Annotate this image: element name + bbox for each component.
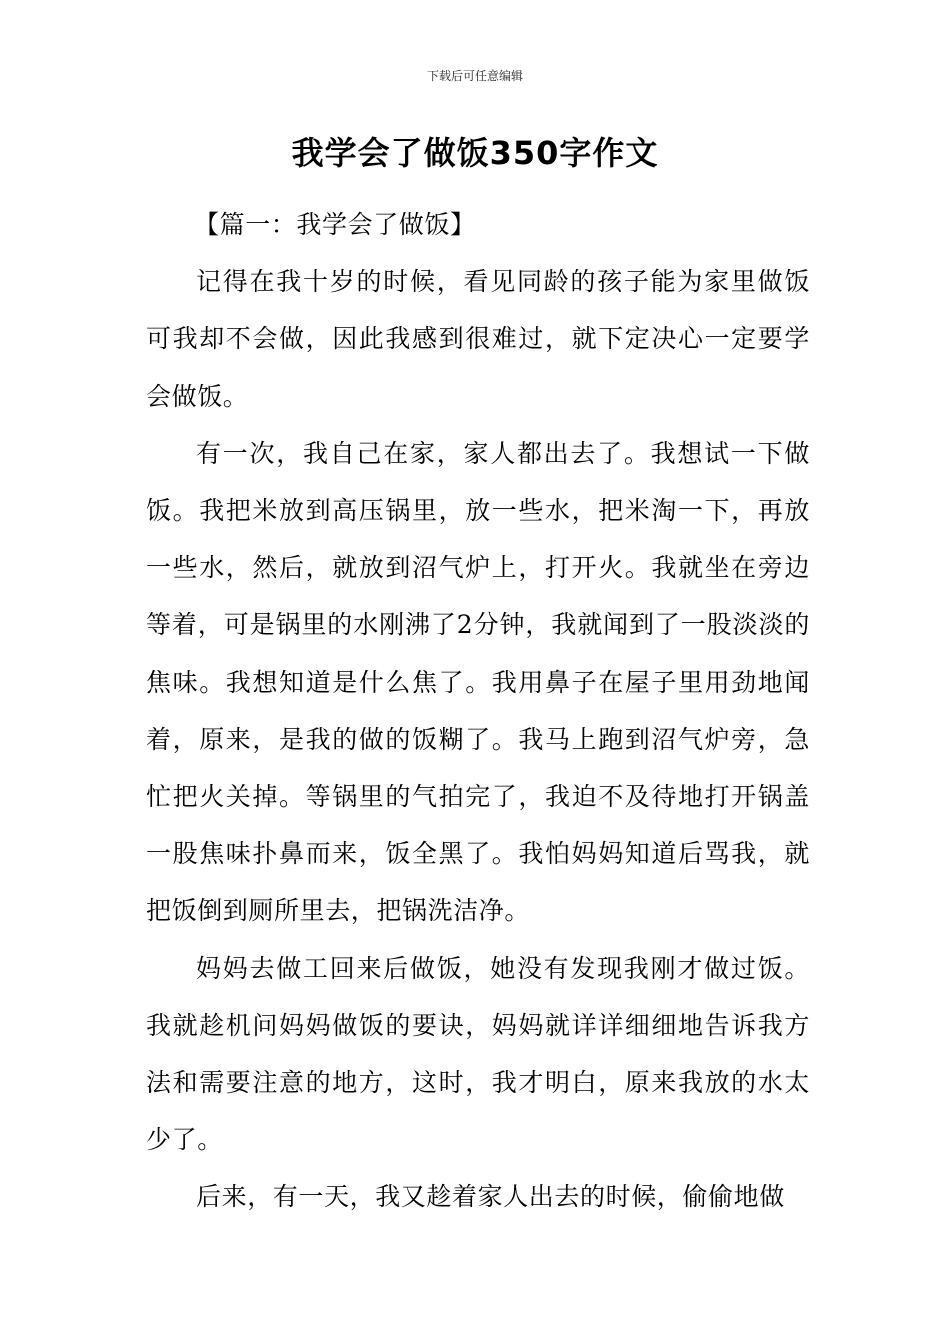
document-title: 我学会了做饭350字作文 xyxy=(291,134,659,172)
paragraph-1: 记得在我十岁的时候，看见同龄的孩子能为家里做饭可我却不会做，因此我感到很难过，就下定决心一定要学会做饭。 xyxy=(146,267,810,411)
header-note: 下载后可任意编辑 xyxy=(426,69,523,83)
section-heading: 【篇一：我学会了做饭】 xyxy=(194,210,476,239)
paragraph-2: 有一次，我自己在家，家人都出去了。我想试一下做饭。我把米放到高压锅里，放一些水，把米淘一下，再放一些水，然后，就放到沼气炉上，打开火。我就坐在旁边等着，可是锅里的水刚沸了2分钟，我就闻到了一股淡淡的焦味。我想知道是什么焦了。我用鼻子在屋子里用劲地闻着，原来，是我的做的饭糊了。我马上跑到沼气炉旁，急忙把火关掉。等锅里的气拍完了，我迫不及待地打开锅盖一股焦味扑鼻而来，饭全黑了。我怕妈妈知道后骂我，就把饭倒到厕所里去，把锅洗洁净。 xyxy=(146,438,810,926)
paragraph-4: 后来，有一天，我又趁着家人出去的时候，偷偷地做 xyxy=(196,1182,785,1212)
paragraph-3: 妈妈去做工回来后做饭，她没有发现我刚才做过饭。我就趁机问妈妈做饭的要诀，妈妈就详详细细地告诉我方法和需要注意的地方，这时，我才明白，原来我放的水太少了。 xyxy=(146,953,810,1155)
document-body xyxy=(146,196,810,1226)
